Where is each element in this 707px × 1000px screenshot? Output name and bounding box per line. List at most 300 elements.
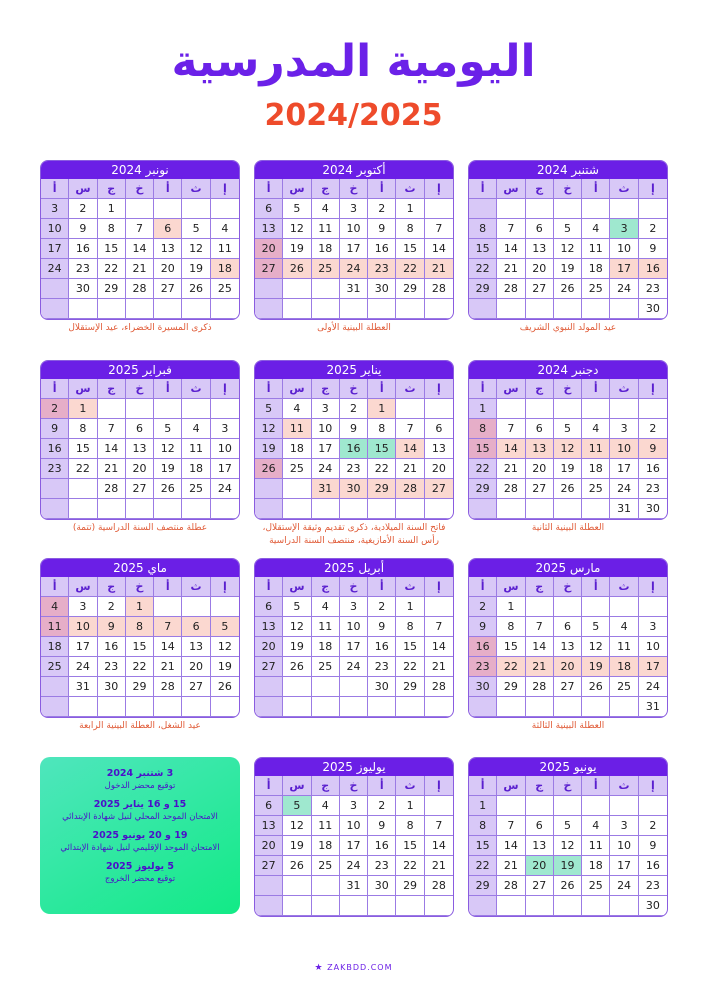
day-cell: 9 <box>69 219 97 239</box>
day-cell: 27 <box>425 479 453 499</box>
day-cell: 20 <box>526 856 554 876</box>
day-cell: 12 <box>255 419 283 439</box>
day-cell: 15 <box>396 637 424 657</box>
day-cell: 20 <box>255 239 283 259</box>
weekday-header: ث <box>182 179 210 199</box>
day-cell: 13 <box>126 439 154 459</box>
day-cell: 26 <box>283 259 311 279</box>
event-description: توقيع محضر الدخول <box>104 781 176 791</box>
month-note: عيد المولد النبوي الشريف <box>519 323 617 333</box>
day-cell: 9 <box>639 836 667 856</box>
page-title: اليومية المدرسية <box>171 36 536 87</box>
day-cell: 17 <box>340 836 368 856</box>
day-cell: 11 <box>211 239 239 259</box>
day-cell: 23 <box>639 876 667 896</box>
day-cell: 13 <box>526 439 554 459</box>
day-cell <box>425 896 453 916</box>
day-cell: 3 <box>211 419 239 439</box>
day-cell: 16 <box>639 259 667 279</box>
day-cell: 9 <box>340 419 368 439</box>
day-cell: 18 <box>582 259 610 279</box>
weekday-header: س <box>497 577 525 597</box>
day-cell: 6 <box>255 597 283 617</box>
weekday-header: ث <box>610 379 638 399</box>
day-cell <box>255 499 283 519</box>
day-cell: 2 <box>639 419 667 439</box>
month-note: ذكرى المسيرة الخضراء، عيد الإستقلال <box>68 323 212 333</box>
day-cell: 24 <box>211 479 239 499</box>
weekday-header: أ <box>154 379 182 399</box>
month-title: يونيو 2025 <box>469 758 667 776</box>
day-cell: 8 <box>69 419 97 439</box>
day-cell: 8 <box>469 419 497 439</box>
day-cell: 29 <box>396 876 424 896</box>
day-cell: 7 <box>98 419 126 439</box>
day-cell: 20 <box>255 637 283 657</box>
day-cell <box>340 499 368 519</box>
day-cell: 18 <box>211 259 239 279</box>
day-cell <box>154 697 182 717</box>
day-cell <box>469 896 497 916</box>
day-cell: 21 <box>425 856 453 876</box>
day-cell: 6 <box>526 816 554 836</box>
weekday-header: خ <box>554 179 582 199</box>
day-cell <box>497 199 525 219</box>
day-cell: 25 <box>312 657 340 677</box>
month-title: مارس 2025 <box>469 559 667 577</box>
day-cell <box>154 499 182 519</box>
day-cell <box>554 299 582 319</box>
weekday-header: ث <box>182 379 210 399</box>
month-grid <box>255 776 453 916</box>
day-cell <box>396 697 424 717</box>
day-cell: 4 <box>582 816 610 836</box>
day-cell: 3 <box>340 796 368 816</box>
day-cell: 20 <box>526 459 554 479</box>
day-cell: 15 <box>368 439 396 459</box>
day-cell: 30 <box>639 499 667 519</box>
weekday-header: أ <box>41 577 69 597</box>
day-cell: 18 <box>312 836 340 856</box>
weekday-header: ج <box>98 179 126 199</box>
day-cell <box>211 299 239 319</box>
day-cell <box>469 499 497 519</box>
day-cell: 27 <box>182 677 210 697</box>
day-cell: 4 <box>312 597 340 617</box>
month-note: فاتح السنة الميلادية، ذكرى تقديم وثيقة الإستقلال، رأس السنة الأمازيغية، منتصف السنة الدراسية <box>262 523 446 546</box>
day-cell: 27 <box>554 677 582 697</box>
day-cell: 13 <box>554 637 582 657</box>
day-cell: 17 <box>340 239 368 259</box>
day-cell <box>526 597 554 617</box>
day-cell <box>312 876 340 896</box>
day-cell: 30 <box>639 896 667 916</box>
day-cell: 29 <box>396 677 424 697</box>
day-cell <box>211 499 239 519</box>
day-cell: 19 <box>154 459 182 479</box>
day-cell: 30 <box>368 876 396 896</box>
day-cell <box>526 896 554 916</box>
day-cell: 11 <box>41 617 69 637</box>
day-cell: 14 <box>425 836 453 856</box>
event-description: الامتحان الموحد المحلي لنيل شهادة الإبتدائي <box>62 812 218 822</box>
day-cell <box>211 697 239 717</box>
month-grid <box>469 776 667 916</box>
day-cell: 27 <box>526 876 554 896</box>
day-cell: 11 <box>610 637 638 657</box>
day-cell: 19 <box>582 657 610 677</box>
day-cell <box>497 499 525 519</box>
day-cell: 1 <box>469 399 497 419</box>
day-cell: 15 <box>497 637 525 657</box>
month-grid <box>469 179 667 319</box>
day-cell: 10 <box>340 816 368 836</box>
day-cell: 18 <box>182 459 210 479</box>
day-cell <box>469 299 497 319</box>
day-cell: 29 <box>126 677 154 697</box>
day-cell: 26 <box>154 479 182 499</box>
weekday-header: س <box>69 379 97 399</box>
day-cell: 2 <box>469 597 497 617</box>
day-cell <box>69 697 97 717</box>
day-cell: 4 <box>610 617 638 637</box>
day-cell <box>126 299 154 319</box>
day-cell: 2 <box>368 796 396 816</box>
day-cell: 22 <box>69 459 97 479</box>
weekday-header: س <box>283 179 311 199</box>
day-cell: 14 <box>497 239 525 259</box>
weekday-header: أ <box>582 379 610 399</box>
day-cell: 24 <box>610 279 638 299</box>
month-grid <box>41 379 239 519</box>
weekday-header: إ <box>639 776 667 796</box>
weekday-header: ث <box>610 577 638 597</box>
day-cell: 4 <box>312 199 340 219</box>
day-cell: 9 <box>639 439 667 459</box>
day-cell <box>582 499 610 519</box>
day-cell: 8 <box>98 219 126 239</box>
day-cell: 14 <box>425 239 453 259</box>
day-cell: 24 <box>69 657 97 677</box>
month-title: ماي 2025 <box>41 559 239 577</box>
weekday-header: س <box>497 776 525 796</box>
month-calendar <box>468 558 668 718</box>
day-cell <box>126 499 154 519</box>
day-cell: 26 <box>554 479 582 499</box>
day-cell: 20 <box>182 657 210 677</box>
footer <box>0 963 707 973</box>
day-cell: 2 <box>69 199 97 219</box>
day-cell: 14 <box>497 439 525 459</box>
weekday-header: أ <box>368 776 396 796</box>
day-cell: 17 <box>69 637 97 657</box>
day-cell: 1 <box>396 199 424 219</box>
day-cell: 16 <box>368 637 396 657</box>
event-date: 3 شتنبر 2024 <box>106 768 174 779</box>
day-cell: 3 <box>41 199 69 219</box>
day-cell <box>283 697 311 717</box>
weekday-header: س <box>497 179 525 199</box>
weekday-header: ج <box>526 776 554 796</box>
day-cell: 21 <box>98 459 126 479</box>
day-cell: 8 <box>469 816 497 836</box>
day-cell: 7 <box>497 816 525 836</box>
day-cell: 30 <box>368 279 396 299</box>
day-cell: 2 <box>340 399 368 419</box>
day-cell <box>554 796 582 816</box>
weekday-header: أ <box>154 179 182 199</box>
weekday-header: إ <box>639 577 667 597</box>
month-note: العطلة البينية الثالثة <box>531 721 605 731</box>
day-cell: 1 <box>469 796 497 816</box>
day-cell: 13 <box>255 816 283 836</box>
day-cell: 15 <box>126 637 154 657</box>
day-cell <box>396 299 424 319</box>
day-cell: 16 <box>340 439 368 459</box>
weekday-header: خ <box>126 179 154 199</box>
day-cell <box>639 399 667 419</box>
month-calendar <box>254 757 454 917</box>
day-cell: 20 <box>255 836 283 856</box>
day-cell: 31 <box>340 279 368 299</box>
day-cell <box>182 597 210 617</box>
day-cell <box>41 677 69 697</box>
weekday-header: ث <box>396 379 424 399</box>
day-cell: 16 <box>639 856 667 876</box>
weekday-header: إ <box>211 577 239 597</box>
day-cell: 12 <box>283 816 311 836</box>
day-cell <box>255 896 283 916</box>
weekday-header: ث <box>396 577 424 597</box>
day-cell: 20 <box>554 657 582 677</box>
month-note: عطلة منتصف السنة الدراسية (تتمة) <box>72 523 208 533</box>
day-cell: 2 <box>98 597 126 617</box>
day-cell: 4 <box>582 219 610 239</box>
day-cell: 5 <box>283 597 311 617</box>
day-cell: 29 <box>396 279 424 299</box>
month-title: فبراير 2025 <box>41 361 239 379</box>
day-cell: 22 <box>469 259 497 279</box>
day-cell <box>425 199 453 219</box>
day-cell <box>340 299 368 319</box>
day-cell: 3 <box>69 597 97 617</box>
day-cell: 19 <box>283 637 311 657</box>
weekday-header: خ <box>554 379 582 399</box>
day-cell: 23 <box>469 657 497 677</box>
day-cell <box>255 677 283 697</box>
day-cell: 29 <box>469 479 497 499</box>
day-cell: 12 <box>154 439 182 459</box>
day-cell: 10 <box>610 239 638 259</box>
day-cell: 20 <box>154 259 182 279</box>
day-cell: 2 <box>639 219 667 239</box>
day-cell <box>610 399 638 419</box>
day-cell <box>526 399 554 419</box>
day-cell: 5 <box>582 617 610 637</box>
day-cell: 15 <box>396 836 424 856</box>
day-cell <box>312 279 340 299</box>
day-cell: 18 <box>41 637 69 657</box>
day-cell: 5 <box>154 419 182 439</box>
day-cell <box>497 796 525 816</box>
day-cell <box>425 597 453 617</box>
day-cell <box>497 299 525 319</box>
day-cell: 10 <box>69 617 97 637</box>
day-cell <box>255 876 283 896</box>
day-cell: 13 <box>182 637 210 657</box>
weekday-header: خ <box>340 179 368 199</box>
day-cell: 31 <box>340 876 368 896</box>
day-cell: 29 <box>469 279 497 299</box>
day-cell: 13 <box>526 239 554 259</box>
day-cell: 24 <box>610 479 638 499</box>
day-cell <box>126 399 154 419</box>
day-cell: 20 <box>425 459 453 479</box>
day-cell: 7 <box>425 816 453 836</box>
weekday-header: ث <box>396 179 424 199</box>
day-cell: 12 <box>182 239 210 259</box>
month-grid <box>469 379 667 519</box>
day-cell: 8 <box>396 617 424 637</box>
day-cell: 24 <box>610 876 638 896</box>
day-cell: 12 <box>283 219 311 239</box>
day-cell: 28 <box>425 876 453 896</box>
day-cell <box>396 499 424 519</box>
day-cell <box>41 479 69 499</box>
day-cell: 15 <box>469 239 497 259</box>
weekday-header: إ <box>639 379 667 399</box>
day-cell <box>425 399 453 419</box>
day-cell <box>126 199 154 219</box>
day-cell: 30 <box>639 299 667 319</box>
day-cell: 14 <box>396 439 424 459</box>
day-cell: 17 <box>610 856 638 876</box>
day-cell: 12 <box>554 836 582 856</box>
day-cell: 9 <box>41 419 69 439</box>
weekday-header: خ <box>126 577 154 597</box>
day-cell: 7 <box>497 419 525 439</box>
day-cell: 23 <box>639 279 667 299</box>
day-cell: 22 <box>368 459 396 479</box>
day-cell: 5 <box>283 199 311 219</box>
day-cell: 16 <box>98 637 126 657</box>
day-cell: 9 <box>639 239 667 259</box>
weekday-header: س <box>497 379 525 399</box>
day-cell <box>497 896 525 916</box>
month-grid <box>255 577 453 717</box>
day-cell: 5 <box>255 399 283 419</box>
day-cell: 21 <box>497 259 525 279</box>
day-cell <box>98 499 126 519</box>
day-cell: 24 <box>41 259 69 279</box>
day-cell <box>582 896 610 916</box>
weekday-header: أ <box>469 379 497 399</box>
day-cell: 26 <box>554 279 582 299</box>
day-cell <box>610 299 638 319</box>
day-cell: 11 <box>283 419 311 439</box>
weekday-header: أ <box>154 577 182 597</box>
day-cell: 29 <box>368 479 396 499</box>
weekday-header: ج <box>312 577 340 597</box>
day-cell: 28 <box>497 876 525 896</box>
day-cell <box>497 399 525 419</box>
day-cell <box>154 597 182 617</box>
day-cell: 1 <box>368 399 396 419</box>
day-cell <box>182 299 210 319</box>
weekday-header: أ <box>368 179 396 199</box>
day-cell <box>396 399 424 419</box>
day-cell <box>69 499 97 519</box>
day-cell: 6 <box>154 219 182 239</box>
day-cell: 7 <box>425 219 453 239</box>
day-cell <box>312 896 340 916</box>
day-cell: 19 <box>211 657 239 677</box>
weekday-header: ج <box>526 577 554 597</box>
day-cell: 9 <box>469 617 497 637</box>
day-cell: 11 <box>312 617 340 637</box>
day-cell <box>182 199 210 219</box>
month-title: نونبر 2024 <box>41 161 239 179</box>
day-cell: 7 <box>154 617 182 637</box>
day-cell: 30 <box>98 677 126 697</box>
day-cell <box>639 796 667 816</box>
weekday-header: ج <box>98 577 126 597</box>
day-cell: 28 <box>126 279 154 299</box>
month-title: يناير 2025 <box>255 361 453 379</box>
month-calendar <box>468 757 668 917</box>
day-cell: 8 <box>396 816 424 836</box>
weekday-header: خ <box>554 776 582 796</box>
weekday-header: خ <box>340 577 368 597</box>
weekday-header: ث <box>610 179 638 199</box>
day-cell: 10 <box>211 439 239 459</box>
day-cell: 3 <box>340 199 368 219</box>
day-cell: 10 <box>312 419 340 439</box>
day-cell: 26 <box>554 876 582 896</box>
day-cell <box>582 299 610 319</box>
day-cell: 28 <box>396 479 424 499</box>
weekday-header: أ <box>255 776 283 796</box>
day-cell: 30 <box>69 279 97 299</box>
day-cell: 1 <box>497 597 525 617</box>
day-cell: 18 <box>283 439 311 459</box>
day-cell <box>211 399 239 419</box>
day-cell: 12 <box>211 637 239 657</box>
weekday-header: ث <box>396 776 424 796</box>
day-cell <box>610 199 638 219</box>
day-cell <box>469 199 497 219</box>
day-cell: 12 <box>283 617 311 637</box>
weekday-header: أ <box>469 577 497 597</box>
day-cell: 26 <box>255 459 283 479</box>
day-cell: 13 <box>425 439 453 459</box>
day-cell: 12 <box>554 439 582 459</box>
day-cell <box>526 199 554 219</box>
day-cell <box>554 697 582 717</box>
day-cell <box>526 299 554 319</box>
day-cell: 21 <box>154 657 182 677</box>
day-cell: 1 <box>396 597 424 617</box>
weekday-header: ج <box>526 179 554 199</box>
day-cell: 23 <box>368 657 396 677</box>
day-cell: 17 <box>639 657 667 677</box>
day-cell: 18 <box>582 856 610 876</box>
weekday-header: خ <box>554 577 582 597</box>
day-cell: 6 <box>526 419 554 439</box>
day-cell: 16 <box>368 836 396 856</box>
day-cell: 27 <box>526 279 554 299</box>
day-cell: 5 <box>211 617 239 637</box>
